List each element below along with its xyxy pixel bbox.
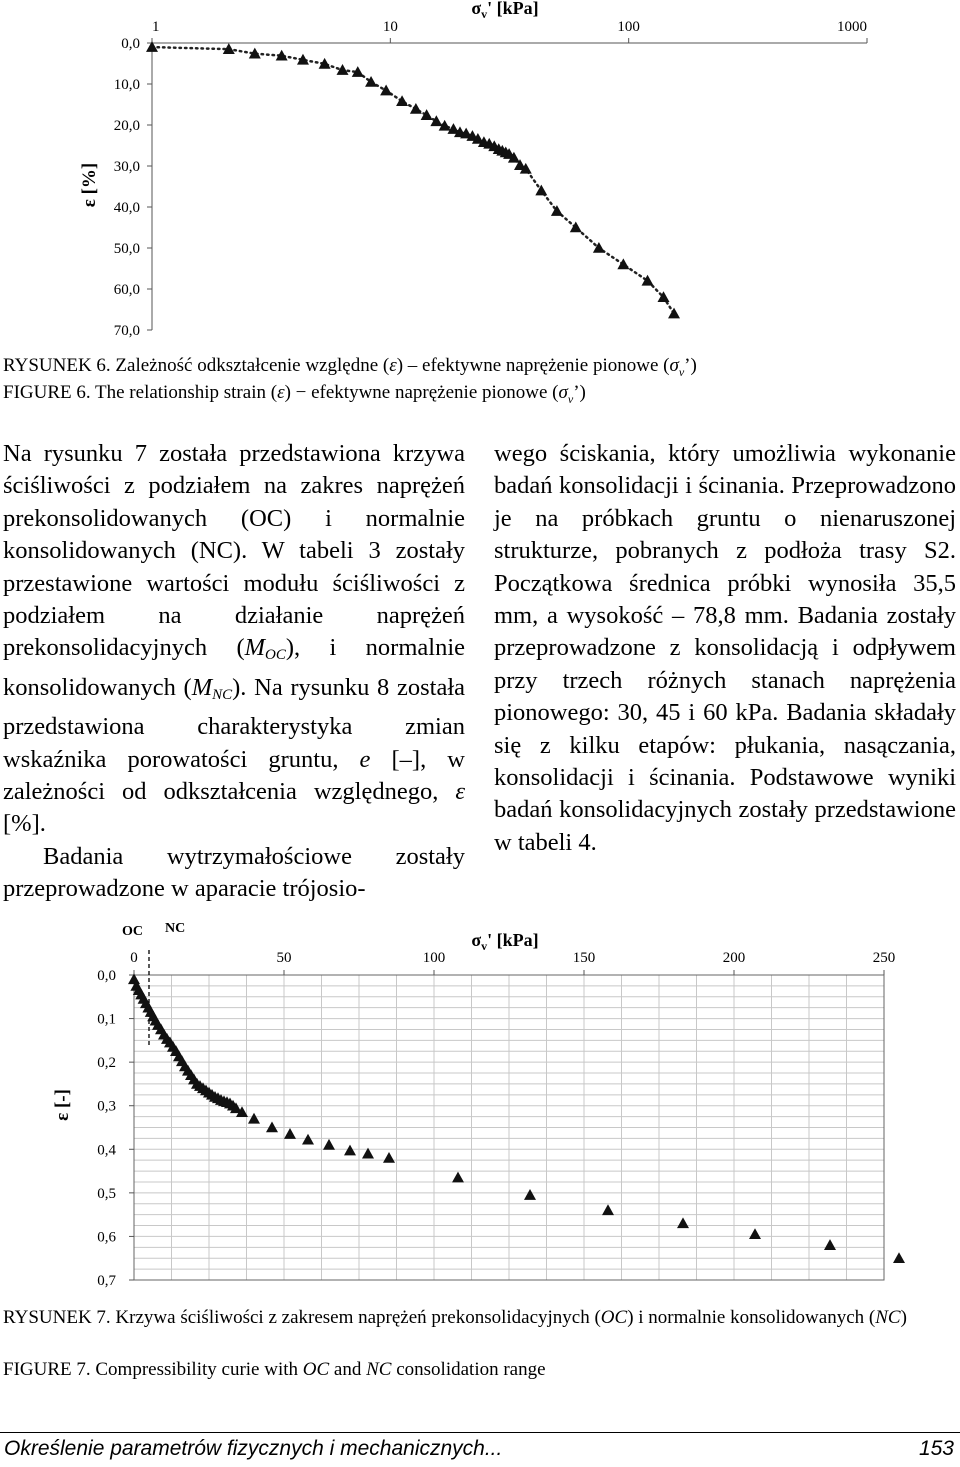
x-tick-label: 250 [872,950,896,966]
figure7-caption-en: FIGURE 7. Compressibility curie with OC and NC consolidation range [3,1359,546,1380]
data-point [365,76,377,87]
y-tick-label: 70,0 [113,323,140,339]
x-tick-label: 100 [617,19,640,35]
y-axis-label: ε [%] [79,162,100,208]
y-tick-label: 0,7 [97,1273,116,1289]
data-point [344,1145,356,1156]
nc-region-label: NC [165,921,186,936]
chart-strain-linear [0,910,960,1295]
figure6-caption-en: FIGURE 6. The relationship strain (ε) − efektywne naprężenie pionowe $(\sigma_v’)$ [3,382,586,406]
x-tick-label: 200 [722,950,746,966]
x-tick-label: 100 [422,950,446,966]
page-number: 153 [918,1437,954,1460]
data-point [302,1134,314,1145]
chart-strain-log [0,0,960,350]
y-tick-label: 40,0 [113,200,140,216]
y-tick-label: 10,0 [113,77,140,93]
data-point [248,1113,260,1124]
y-axis-label: ε [-] [52,1089,73,1121]
data-point [617,258,629,269]
y-tick-label: 0,3 [97,1098,116,1115]
data-point [383,1152,395,1163]
x-axis-label: $\sigma_v'$ [kPa] [471,0,539,21]
y-tick-label: 30,0 [113,159,140,175]
oc-region-label: OC [122,924,143,939]
x-axis-label: $\sigma_v'$ [kPa] [471,930,539,953]
x-tick-label: 1000 [837,19,867,35]
y-tick-label: 0,1 [97,1011,116,1028]
x-tick-label: 10 [382,19,398,35]
text-column-right [494,438,956,859]
data-point [430,115,442,126]
data-point [677,1217,689,1228]
y-tick-label: 60,0 [113,282,140,298]
data-point [380,85,392,96]
data-point [410,103,422,114]
x-tick-label: 150 [572,950,596,966]
data-point [642,275,654,286]
y-tick-label: 50,0 [113,241,140,257]
y-tick-label: 0,6 [97,1229,116,1246]
text-column-left [3,438,465,906]
data-point [749,1228,761,1239]
figure7-caption-pl: RYSUNEK 7. Krzywa ściśliwości z zakresem naprężeń prekonsolidacyjnych (OC) i normalnie konsolidowanych (NC) [3,1307,907,1328]
paragraph: wego ściskania, który umożliwia wykonanie badań konsolidacji i ścinania. Przeprowadzono je na próbkach gruntu o nienaruszonej strukturze, pobranych z podłoża trasy S2. Początkowa średnica próbki wynosiła 35,5 mm, a wysokość – 78,8 mm. Badania zostały przeprowadzone z konsolidacją i odpływem przy trzech różnych stanach naprężenia pionowego: 30, 45 i 60 kPa. Badania składały się z kilku etapów: płukania, nasączania, konsolidacji i ścinania. Podstawowe wyniki badań konsolidacyjnych zostały przedstawione w tabeli 4. [494,440,956,856]
series-line [152,47,674,314]
y-tick-label: 0,2 [97,1055,116,1072]
y-tick-label: 20,0 [113,118,140,134]
data-point [524,1189,536,1200]
y-tick-label: 0,0 [97,968,116,984]
y-tick-label: 0,5 [97,1185,116,1202]
data-point [396,95,408,106]
x-tick-label: 1 [152,19,160,35]
x-tick-label: 50 [276,950,292,966]
data-point [421,109,433,120]
data-point [284,1128,296,1139]
x-tick-label: 0 [130,950,138,966]
data-point [266,1122,278,1133]
running-title: Określenie parametrów fizycznych i mechanicznych... [4,1437,503,1460]
data-point [602,1204,614,1215]
data-point [452,1172,464,1183]
y-tick-label: 0,0 [121,36,140,52]
figure6-caption-pl: RYSUNEK 6. Zależność odkształcenie względne (ε) – efektywne naprężenie pionowe $(\sigma_v’)$ [3,355,697,379]
data-point [893,1252,905,1263]
data-point [668,308,680,319]
y-tick-label: 0,4 [97,1142,116,1159]
data-point [323,1139,335,1150]
paragraph: Na rysunku 7 została przedstawiona krzywa ściśliwości z podziałem na zakres naprężeń prekonsolidowanych (OC) i normalnie konsolidowanych (NC). W tabeli 3 zostały przestawione wartości modułu ściśliwości z podziałem na działanie naprężeń prekonsolidacyjnych (MOC), i normalnie konsolidowanych (MNC). Na rysunku 8 została przedstawiona charakterystyka zmian wskaźnika porowatości gruntu, e [–], w zależności od odkształcenia względnego, ε [%]. [3,440,466,838]
data-point [824,1239,836,1250]
page-footer [0,1432,960,1460]
paragraph: Badania wytrzymałościowe zostały przeprowadzone w aparacie trójosio- [3,842,465,903]
